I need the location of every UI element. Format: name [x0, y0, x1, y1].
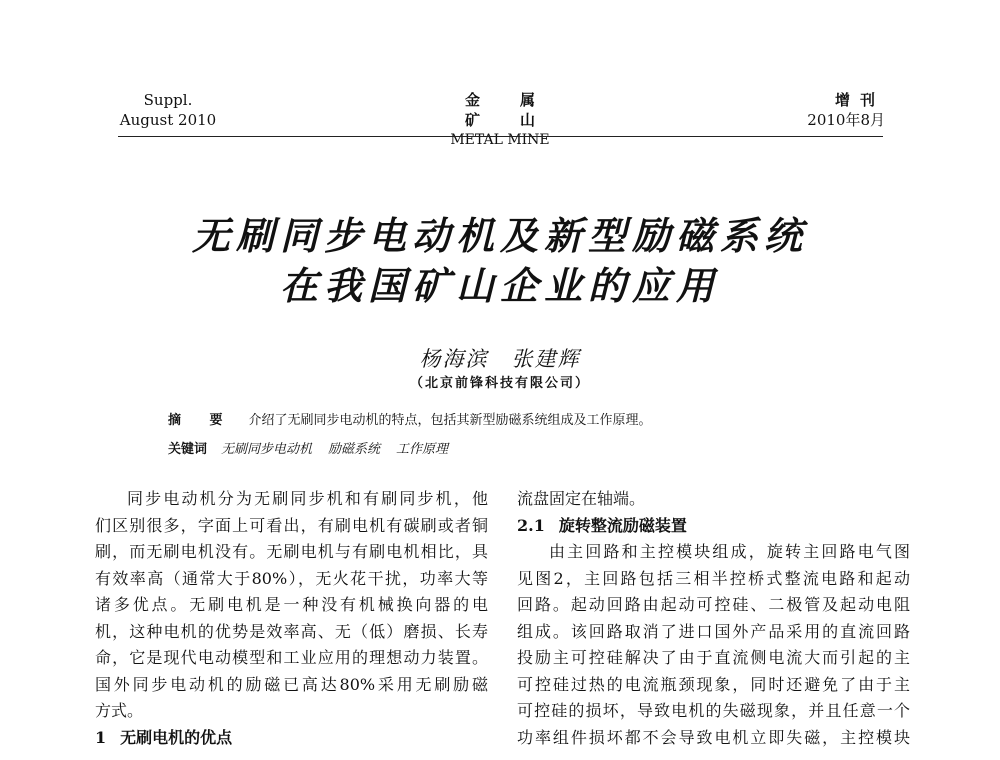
- text-line: 可控硅的损坏，导致电机的失磁现象，并且任意一个: [517, 701, 910, 720]
- text-line: 回路。起动回路由起动可控硅、二极管及起动电阻: [517, 595, 910, 614]
- text-line: 们区别很多，字面上可看出，有刷电机有碳刷或者铜: [95, 515, 488, 535]
- text-line: 功率组件损坏都不会导致电机立即失磁，主控模块: [517, 727, 910, 747]
- header-rule: [118, 136, 883, 137]
- body-column-right: [517, 486, 910, 751]
- paper-title-line1: 无刷同步电动机及新型励磁系统: [191, 213, 808, 258]
- issue-date-cn: 2010年8月: [807, 111, 885, 129]
- text-line: 见图2，主回路包括三相半控桥式整流电路和起动: [517, 568, 910, 588]
- text-line: 由主回路和主控模块组成，旋转主回路电气图: [549, 542, 910, 561]
- text-line: 国外同步电动机的励磁已高达80%采用无刷励磁: [95, 674, 488, 694]
- text-line: 可控硅过热的电流瓶颈现象，同时还避免了由于主: [517, 674, 910, 694]
- paper-title-line2: 在我国矿山企业的应用: [279, 263, 720, 308]
- section-number: 1: [95, 727, 107, 747]
- text-line: 有效率高（通常大于80%），无火花干扰，功率大等: [95, 568, 488, 588]
- text-line: 方式。: [95, 701, 144, 720]
- supplement-label-cn: 增刊: [834, 91, 885, 109]
- header-left: [118, 90, 218, 130]
- text-line: 投励主可控硅解决了由于直流侧电流大而引起的主: [517, 648, 910, 667]
- text-line: 诸多优点。无刷电机是一种没有机械换向器的电: [95, 595, 488, 614]
- header-right: [775, 90, 885, 130]
- authors: 杨海滨 张建辉: [419, 347, 581, 371]
- section-title: 无刷电机的优点: [120, 727, 233, 747]
- section-heading: [95, 725, 488, 752]
- text-line: 同步电动机分为无刷同步机和有刷同步机，他: [127, 489, 488, 508]
- text-line: 刷，而无刷电机没有。无刷电机与有刷电机相比，具: [95, 542, 488, 561]
- journal-name-en: METAL MINE: [450, 132, 550, 148]
- subsection-heading: [517, 513, 910, 540]
- text-line: 命，它是现代电动模型和工业应用的理想动力装置。: [95, 648, 488, 667]
- journal-name-cn: 金属矿山: [464, 91, 575, 129]
- keyword: 无刷同步电动机: [221, 442, 313, 457]
- subsection-number: 2.1: [517, 515, 545, 535]
- supplement-label: Suppl.: [143, 91, 193, 109]
- text-line: 机，这种电机的优势是效率高、无（低）磨损、长寿: [95, 621, 488, 641]
- affiliation: （北京前锋科技有限公司）: [409, 376, 590, 391]
- body-column-left: [95, 486, 488, 751]
- keywords-label: 关键词: [168, 442, 208, 457]
- issue-date-en: August 2010: [119, 111, 217, 129]
- keyword: 励磁系统: [328, 442, 381, 457]
- keyword: 工作原理: [396, 442, 449, 457]
- text-line: 流盘固定在轴端。: [517, 489, 646, 508]
- abstract-label: 摘 要: [168, 413, 235, 428]
- abstract: [168, 412, 652, 430]
- header-center: [400, 90, 600, 150]
- keywords: [168, 441, 464, 459]
- subsection-title: 旋转整流励磁装置: [558, 515, 687, 535]
- text-line: 组成。该回路取消了进口国外产品采用的直流回路: [517, 621, 910, 641]
- abstract-text: 介绍了无刷同步电动机的特点，包括其新型励磁系统组成及工作原理。: [248, 413, 652, 428]
